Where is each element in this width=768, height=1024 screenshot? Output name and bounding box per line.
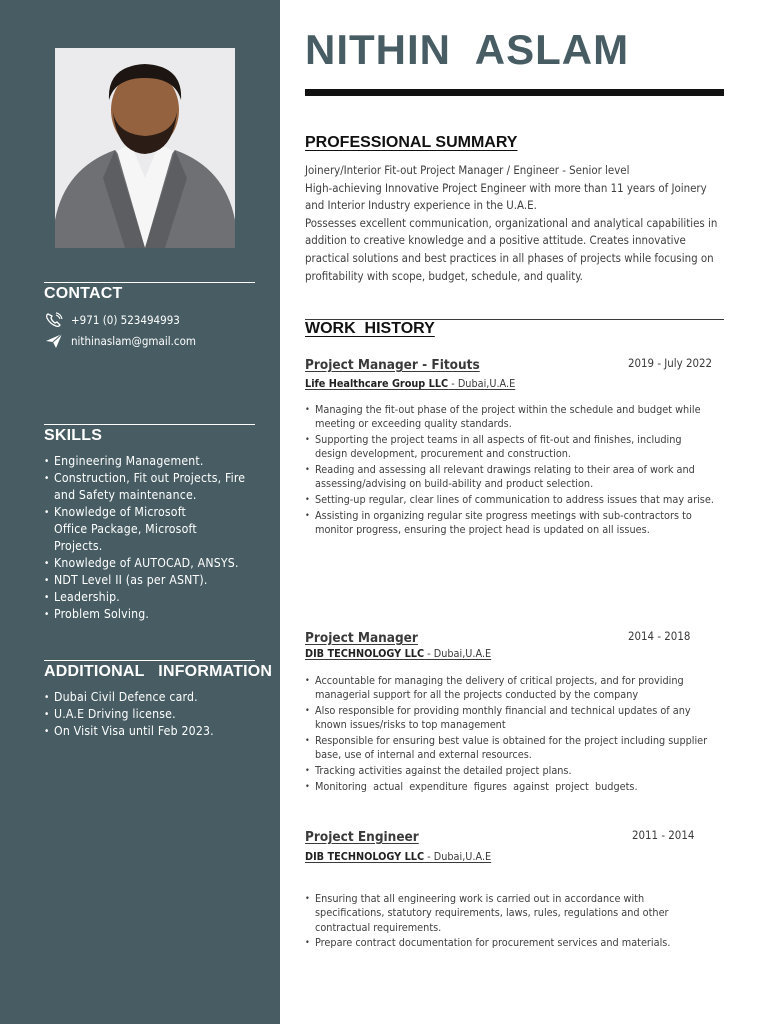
list-item: • Ensuring that all engineering work is carried out in accordance with specifications, statutory requirements, laws, rules, regulations and other contractual requirements.: [305, 892, 715, 935]
summary-text: [305, 162, 720, 285]
list-item: • Monitoring actual expenditure figures against project budgets.: [305, 780, 715, 794]
phone-number: +971 (0) 523494993: [71, 313, 180, 327]
person-name: NITHIN ASLAM: [305, 26, 630, 73]
list-item: • Tracking activities against the detailed project plans.: [305, 764, 715, 778]
job-duties: [305, 674, 715, 796]
job-company: [305, 377, 515, 390]
company-name: DIB TECHNOLOGY LLC: [305, 850, 425, 863]
email-address: nithinaslam@gmail.com: [71, 334, 196, 348]
list-item: • Supporting the project teams in all aspects of fit-out and finishes, including design development, procurement and construction.: [305, 433, 715, 462]
additional-info-heading: ADDITIONAL INFORMATION: [44, 660, 255, 681]
company-location: - Dubai,U.A.E: [424, 850, 492, 863]
name-divider: [305, 89, 724, 96]
profile-photo: [55, 48, 235, 248]
job-duties: [305, 892, 715, 952]
job-dates: 2011 - 2014: [632, 828, 695, 842]
list-item: • Construction, Fit out Projects, Fire and Safety maintenance.: [44, 470, 259, 504]
company-name: Life Healthcare Group LLC: [305, 377, 449, 390]
job-company: [305, 850, 491, 863]
list-item: • Knowledge of Microsoft Office Package, Microsoft Projects.: [44, 504, 259, 555]
list-item: • Problem Solving.: [44, 606, 259, 623]
phone-icon: [44, 312, 64, 328]
job-title: Project Engineer: [305, 829, 419, 845]
list-item: • Prepare contract documentation for procurement services and materials.: [305, 936, 715, 950]
summary-line: High-achieving Innovative Project Engineer with more than 11 years of Joinery and Interior Industry experience in the U.A.E.: [305, 180, 707, 213]
contact-heading: CONTACT: [44, 282, 255, 303]
list-item: • Engineering Management.: [44, 453, 259, 470]
job-duties: [305, 403, 715, 539]
job-dates: 2019 - July 2022: [628, 356, 713, 370]
additional-info-list: [44, 689, 259, 740]
company-location: - Dubai,U.A.E: [448, 377, 516, 390]
list-item: • NDT Level II (as per ASNT).: [44, 572, 259, 589]
company-location: - Dubai,U.A.E: [424, 647, 492, 660]
job-dates: 2014 - 2018: [628, 629, 691, 643]
skills-list: [44, 453, 259, 623]
job-title: Project Manager - Fitouts: [305, 357, 480, 373]
list-item: • On Visit Visa until Feb 2023.: [44, 723, 259, 740]
list-item: • Leadership.: [44, 589, 259, 606]
contact-email[interactable]: [44, 333, 196, 349]
list-item: • Also responsible for providing monthly financial and technical updates of any known issues/risks to top management: [305, 704, 715, 733]
list-item: • Setting-up regular, clear lines of communication to address issues that may arise.: [305, 493, 715, 507]
job-title: Project Manager: [305, 630, 418, 646]
sidebar: [0, 0, 280, 1024]
job-company: [305, 647, 491, 660]
list-item: • Knowledge of AUTOCAD, ANSYS.: [44, 555, 259, 572]
summary-heading: PROFESSIONAL SUMMARY: [305, 134, 518, 151]
list-item: • Responsible for ensuring best value is obtained for the project including supplier base, use of internal and external resources.: [305, 734, 715, 763]
summary-line: Joinery/Interior Fit-out Project Manager / Engineer - Senior level: [305, 163, 630, 177]
work-history-heading: WORK HISTORY: [305, 320, 435, 337]
list-item: • U.A.E Driving license.: [44, 706, 259, 723]
contact-phone[interactable]: [44, 312, 180, 328]
list-item: • Reading and assessing all relevant drawings relating to their area of work and assessing/advising on build-ability and product selection.: [305, 463, 715, 492]
summary-line: Possesses excellent communication, organizational and analytical capabilities in addition to creative knowledge and a positive attitude. Creates innovative practical solutions and best practices in all phases of projects while focusing on profitability with scope, budget, schedule, and quality.: [305, 215, 718, 283]
list-item: • Assisting in organizing regular site progress meetings with sub-contractors to monitor progress, ensuring the project head is updated on all issues.: [305, 509, 715, 538]
skills-heading: SKILLS: [44, 424, 255, 445]
company-name: DIB TECHNOLOGY LLC: [305, 647, 425, 660]
list-item: • Accountable for managing the delivery of critical projects, and for providing managerial support for all the projects conducted by the company: [305, 674, 715, 703]
send-icon: [44, 333, 64, 349]
list-item: • Managing the fit-out phase of the project within the schedule and budget while meeting or exceeding quality standards.: [305, 403, 715, 432]
list-item: • Dubai Civil Defence card.: [44, 689, 259, 706]
